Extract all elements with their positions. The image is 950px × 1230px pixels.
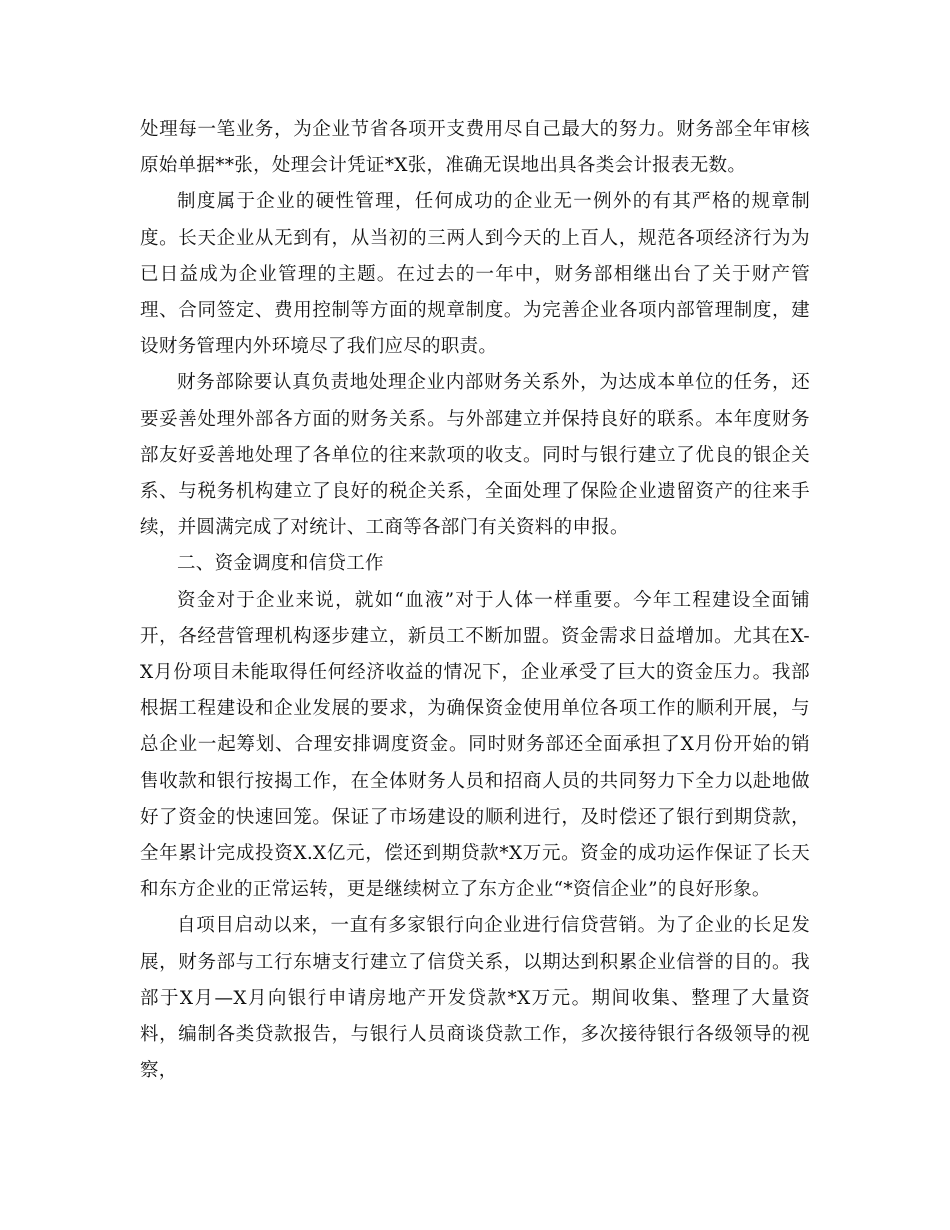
section-heading: 二、资金调度和信贷工作	[177, 553, 384, 575]
paragraph-continued: 处理每一笔业务，为企业节省各项开支费用尽自己最大的努力。财务部全年审核原始单据**张，处理会计凭证*X张，准确无误地出具各类会计报表无数。	[140, 119, 810, 177]
paragraph-external-relations: 财务部除要认真负责地处理企业内部财务关系外，为达成本单位的任务，还要妥善处理外部各方面的财务关系。与外部建立并保持良好的联系。本年度财务部友好妥善地处理了各单位的往来款项的收支。同时与银行建立了优良的银企关系、与税务机构建立了良好的税企关系，全面处理了保险企业遗留资产的往来手续，并圆满完成了对统计、工商等各部门有关资料的申报。	[140, 372, 810, 539]
paragraph-funds: 资金对于企业来说，就如“血液”对于人体一样重要。今年工程建设全面铺开，各经营管理机构逐步建立，新员工不断加盟。资金需求日益增加。尤其在X-X月份项目未能取得任何经济收益的情况下，企业承受了巨大的资金压力。我部根据工程建设和企业发展的要求，为确保资金使用单位各项工作的顺利开展，与总企业一起筹划、合理安排调度资金。同时财务部还全面承担了X月份开始的销售收款和银行按揭工作，在全体财务人员和招商人员的共同努力下全力以赴地做好了资金的快速回笼。保证了市场建设的顺利进行，及时偿还了银行到期贷款，全年累计完成投资X.X亿元，偿还到期贷款*X万元。资金的成功运作保证了长天和东方企业的正常运转，更是继续树立了东方企业“*资信企业”的良好形象。	[140, 589, 810, 901]
paragraph-credit: 自项目启动以来，一直有多家银行向企业进行信贷营销。为了企业的长足发展，财务部与工行东塘支行建立了信贷关系，以期达到积累企业信誉的目的。我部于X月—X月向银行申请房地产开发贷款*X万元。期间收集、整理了大量资料，编制各类贷款报告，与银行人员商谈贷款工作，多次接待银行各级领导的视察，	[140, 915, 810, 1082]
document-body	[140, 112, 810, 1089]
paragraph-regulations: 制度属于企业的硬性管理，任何成功的企业无一例外的有其严格的规章制度。长天企业从无到有，从当初的三两人到今天的上百人，规范各项经济行为为已日益成为企业管理的主题。在过去的一年中，财务部相继出台了关于财产管理、合同签定、费用控制等方面的规章制度。为完善企业各项内部管理制度，建设财务管理内外环境尽了我们应尽的职责。	[140, 191, 810, 358]
